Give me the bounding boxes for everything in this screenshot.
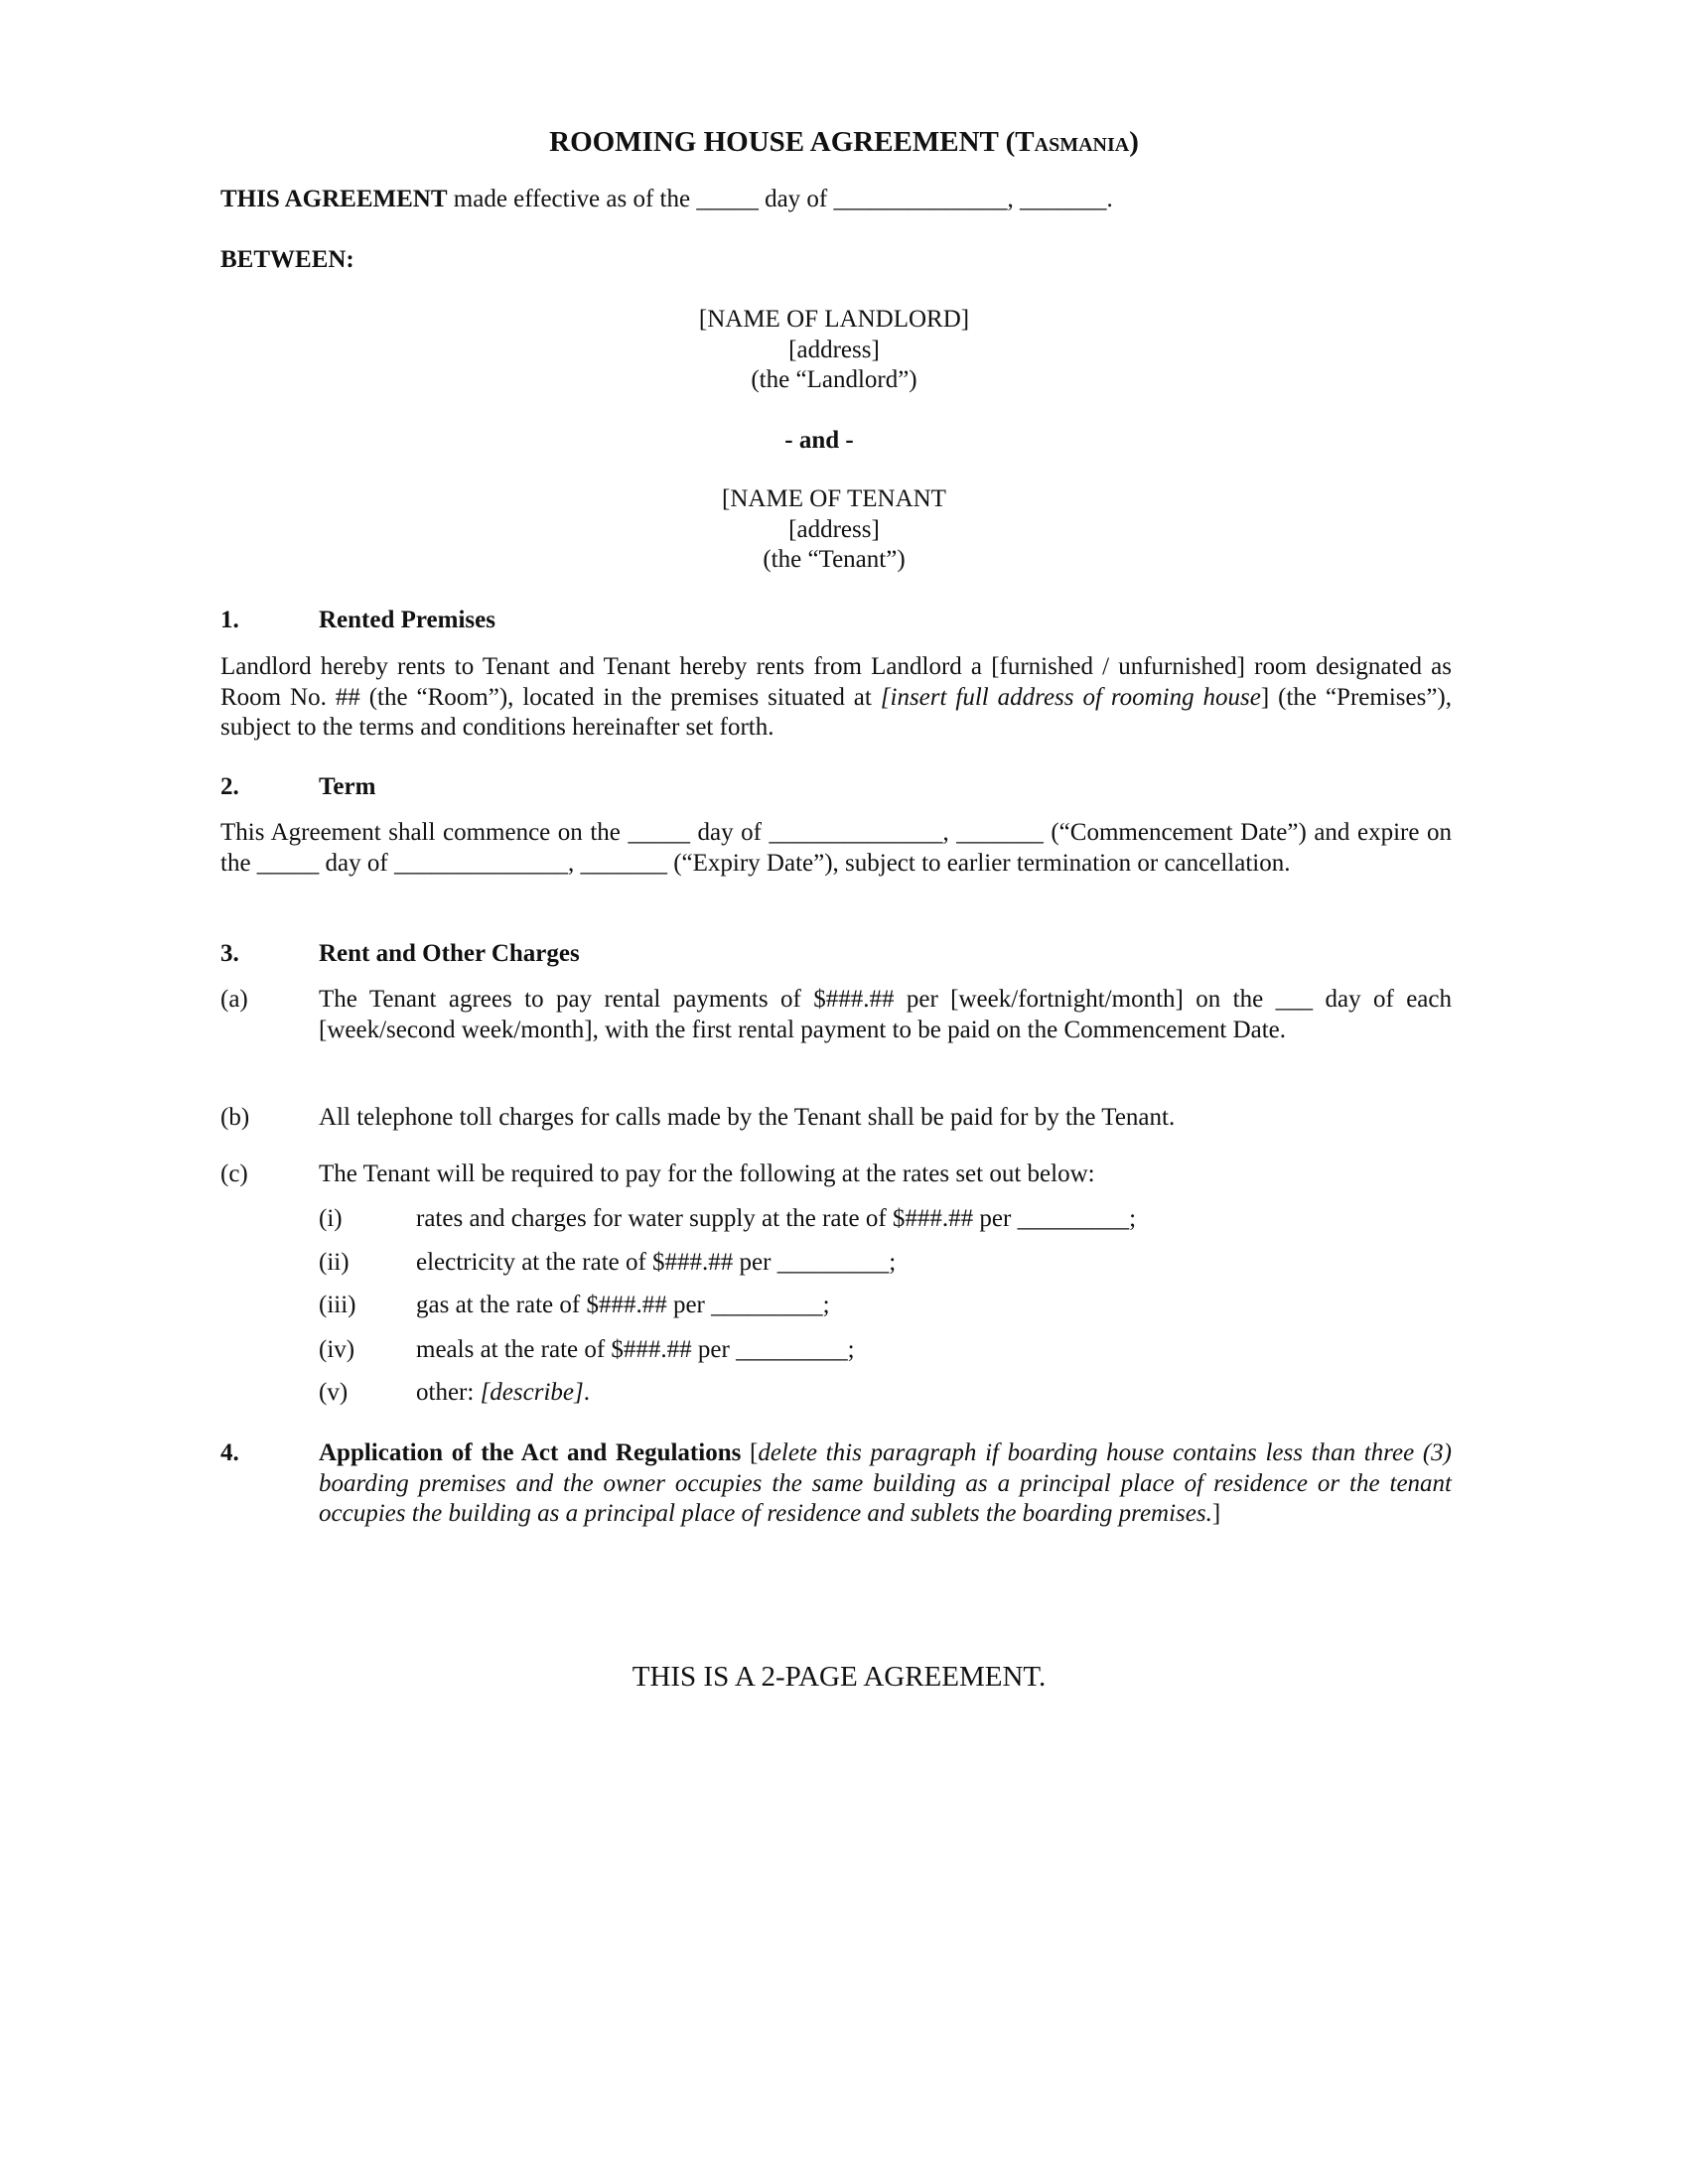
intro-line [220, 185, 1452, 215]
intro-text: made effective as of the _____ day of ______________, _______. [447, 186, 1113, 212]
section-heading: Application of the Act and Regulations [319, 1439, 742, 1466]
section-2-body: This Agreement shall commence on the _____ day of ______________, _______ (“Commencement Date”) and expire on the _____ day of ______________, _______ (“Expiry Date”), subject to earlier termination or cancellation. [220, 819, 1452, 877]
subclause-text [416, 1378, 590, 1409]
section-number: 1. [220, 607, 239, 633]
title-state: Tasmania [1015, 126, 1130, 158]
tenant-label: (the “Tenant”) [763, 546, 906, 573]
subclause-label: (v) [319, 1379, 349, 1406]
s1-italic: [insert full address of rooming house [880, 683, 1261, 711]
bracket-open: [ [741, 1439, 759, 1466]
subclause-text: meals at the rate of $###.## per _________; [416, 1336, 855, 1363]
section-4-body [319, 1438, 1452, 1530]
subclause-text: rates and charges for water supply at the rate of $###.## per _________; [416, 1205, 1137, 1232]
section-1-body [220, 652, 1452, 744]
landlord-name: [NAME OF LANDLORD] [698, 306, 970, 333]
clause-label: (a) [220, 986, 248, 1013]
subclause-text: electricity at the rate of $###.## per _________; [416, 1249, 897, 1276]
landlord-address: [address] [788, 336, 880, 363]
subclause-text: gas at the rate of $###.## per _________; [416, 1292, 830, 1318]
subclause-italic: [describe] [480, 1379, 584, 1406]
subclause-text-plain: other: [416, 1379, 481, 1406]
title-main: ROOMING HOUSE AGREEMENT ( [549, 126, 1016, 158]
title-close: ) [1129, 126, 1139, 158]
clause-label: (b) [220, 1104, 250, 1131]
subclause-label: (i) [319, 1205, 343, 1232]
section-number: 3. [220, 940, 239, 967]
clause-text: The Tenant will be required to pay for the following at the rates set out below: [319, 1160, 1095, 1187]
section-number: 4. [220, 1439, 239, 1466]
s1-text: Landlord hereby rents to Tenant and Tenant hereby rents from Landlord a [furnished / unfurnished] room designated as Room No. ## (the “Room”), located in the premises situated at [220, 653, 1452, 711]
subclause-end: . [583, 1379, 590, 1406]
subclause-label: (iii) [319, 1292, 356, 1318]
clause-text: All telephone toll charges for calls made by the Tenant shall be paid for by the Tenant. [319, 1104, 1176, 1131]
landlord-block [0, 305, 1668, 396]
tenant-address: [address] [788, 515, 880, 543]
section-4-instruction: delete this paragraph if boarding house contains less than three (3) boarding premises and the owner occupies the same building as a principal place of residence or the tenant occupies the building as a principal place of residence and sublets the boarding premises. [319, 1439, 1452, 1527]
intro-bold: THIS AGREEMENT [220, 186, 448, 212]
subclause-label: (iv) [319, 1336, 355, 1363]
subclause-label: (ii) [319, 1249, 350, 1276]
clause-label: (c) [220, 1160, 248, 1187]
section-heading: Rent and Other Charges [319, 940, 580, 967]
section-heading: Term [319, 773, 376, 800]
s1-text-end: ] (the “Premises”), subject to the terms and conditions hereinafter set forth. [220, 683, 1452, 741]
tenant-block [0, 484, 1668, 576]
page-count-notice: THIS IS A 2-PAGE AGREEMENT. [632, 1661, 1047, 1693]
tenant-name: [NAME OF TENANT [722, 485, 946, 512]
landlord-label: (the “Landlord”) [751, 366, 917, 393]
clause-text: The Tenant agrees to pay rental payments of $###.## per [week/fortnight/month] on the ___ day of each [week/second week/month], with the first rental payment to be paid on the Commencement Date. [319, 986, 1452, 1043]
and-separator: - and - [784, 427, 854, 454]
document-title [0, 127, 1688, 158]
bracket-close: ] [1211, 1500, 1221, 1527]
between-label: BETWEEN: [220, 246, 354, 273]
section-heading: Rented Premises [319, 607, 495, 633]
section-number: 2. [220, 773, 239, 800]
